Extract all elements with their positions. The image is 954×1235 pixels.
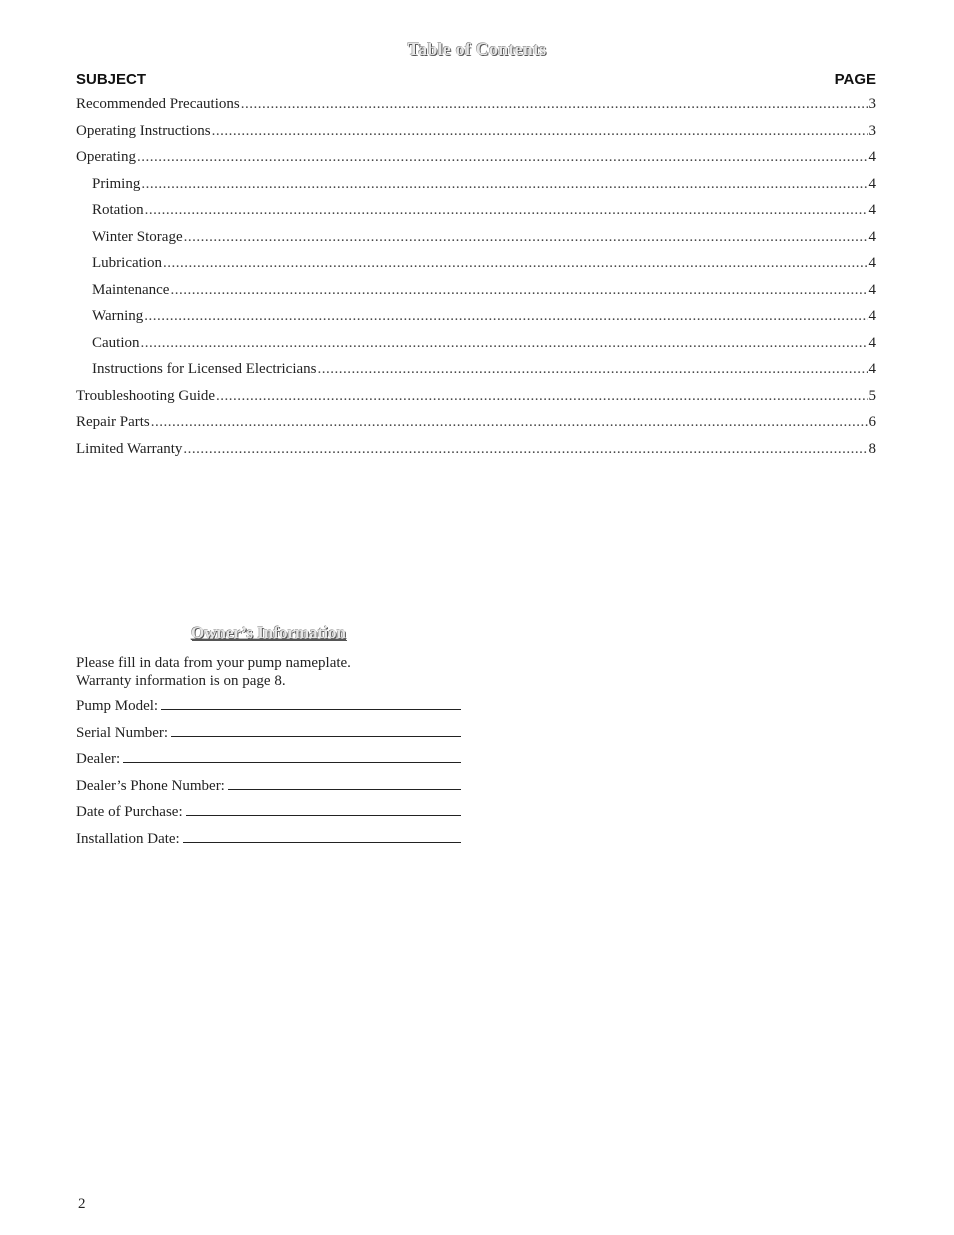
owner-field-label: Date of Purchase: bbox=[76, 804, 183, 820]
owner-field-row bbox=[76, 802, 461, 829]
toc-entry bbox=[76, 335, 876, 362]
toc-entry-label: Limited Warranty bbox=[76, 440, 183, 457]
toc-entry-page: 5 bbox=[868, 387, 876, 404]
owner-field-blank-line bbox=[186, 802, 461, 816]
toc-dot-leader bbox=[141, 335, 868, 352]
toc-entry-page: 4 bbox=[868, 255, 876, 271]
toc-header bbox=[76, 71, 876, 91]
toc-dot-leader bbox=[184, 229, 868, 246]
toc-entry-page: 4 bbox=[868, 308, 876, 324]
toc-dot-leader bbox=[151, 414, 868, 431]
owner-field-label: Serial Number: bbox=[76, 724, 169, 741]
toc-dot-leader bbox=[137, 149, 868, 166]
owner-field-label: Installation Date: bbox=[76, 830, 180, 847]
toc-entry-page: 4 bbox=[868, 281, 876, 298]
toc-entry bbox=[76, 176, 876, 203]
toc-entry-label: Priming bbox=[92, 175, 141, 192]
toc-title: Table of Contents bbox=[407, 39, 547, 59]
toc-entry-label: Caution bbox=[92, 334, 140, 351]
toc-entry-page: 4 bbox=[868, 334, 876, 351]
toc-entry-page: 4 bbox=[868, 175, 876, 192]
owner-field-label: Pump Model: bbox=[76, 698, 159, 714]
toc-entry-label: Troubleshooting Guide bbox=[76, 387, 216, 404]
toc-dot-leader bbox=[212, 123, 868, 140]
owner-field-row bbox=[76, 829, 461, 856]
toc-subject-header: SUBJECT bbox=[76, 71, 147, 88]
owner-info-title-text: Owner’s Information bbox=[190, 623, 347, 642]
toc-entry-page: 4 bbox=[868, 149, 876, 165]
toc-entry-label: Maintenance bbox=[92, 281, 170, 298]
toc-entry-label: Warning bbox=[92, 308, 144, 324]
toc-dot-leader bbox=[170, 282, 867, 299]
toc-dot-leader bbox=[144, 308, 867, 325]
toc-entry bbox=[76, 149, 876, 176]
toc-page-header: PAGE bbox=[834, 71, 876, 88]
toc-entry bbox=[76, 123, 876, 150]
toc-list bbox=[76, 96, 876, 467]
toc-dot-leader bbox=[216, 388, 867, 405]
owner-field-row bbox=[76, 723, 461, 750]
owner-intro-line-1: Please fill in data from your pump nameplate. bbox=[76, 655, 351, 671]
toc-entry-page: 4 bbox=[868, 361, 876, 377]
toc-entry bbox=[76, 255, 876, 282]
toc-entry bbox=[76, 308, 876, 335]
toc-entry-label: Recommended Precautions bbox=[76, 96, 240, 112]
owner-field-label: Dealer’s Phone Number: bbox=[76, 777, 225, 794]
toc-entry bbox=[76, 96, 876, 123]
owner-field-blank-line bbox=[183, 829, 461, 843]
owner-field-blank-line bbox=[171, 723, 461, 737]
owner-field-blank-line bbox=[161, 696, 461, 710]
toc-entry-label: Instructions for Licensed Electricians bbox=[92, 361, 317, 377]
owner-info-title bbox=[76, 623, 461, 643]
owner-field-blank-line bbox=[123, 749, 461, 763]
toc-dot-leader bbox=[318, 361, 868, 378]
toc-entry-label: Lubrication bbox=[92, 255, 162, 271]
toc-entry-page: 6 bbox=[868, 414, 876, 430]
toc-entry-label: Repair Parts bbox=[76, 414, 150, 430]
toc-dot-leader bbox=[141, 176, 867, 193]
owner-info-intro bbox=[76, 654, 351, 690]
owner-intro-line-2: Warranty information is on page 8. bbox=[76, 673, 286, 689]
toc-entry-page: 3 bbox=[868, 122, 876, 139]
toc-entry bbox=[76, 361, 876, 388]
owner-field-label: Dealer: bbox=[76, 751, 121, 767]
toc-entry bbox=[76, 282, 876, 309]
toc-dot-leader bbox=[145, 202, 868, 219]
owner-field-row bbox=[76, 696, 461, 723]
toc-entry-page: 4 bbox=[868, 202, 876, 218]
toc-entry bbox=[76, 229, 876, 256]
toc-dot-leader bbox=[241, 96, 868, 113]
toc-entry-page: 8 bbox=[868, 440, 876, 457]
toc-entry-label: Operating Instructions bbox=[76, 122, 211, 139]
toc-entry bbox=[76, 414, 876, 441]
toc-entry-label: Rotation bbox=[92, 202, 144, 218]
toc-entry bbox=[76, 202, 876, 229]
owner-field-row bbox=[76, 749, 461, 776]
owner-fields bbox=[76, 696, 461, 855]
toc-dot-leader bbox=[163, 255, 868, 272]
toc-entry-label: Operating bbox=[76, 149, 136, 165]
owner-field-blank-line bbox=[228, 776, 461, 790]
toc-entry-page: 3 bbox=[868, 96, 876, 112]
toc-dot-leader bbox=[183, 441, 867, 458]
toc-entry-page: 4 bbox=[868, 228, 876, 245]
owner-field-row bbox=[76, 776, 461, 803]
page-number: 2 bbox=[78, 1196, 86, 1212]
toc-entry bbox=[76, 388, 876, 415]
toc-entry-label: Winter Storage bbox=[92, 228, 183, 245]
toc-entry bbox=[76, 441, 876, 468]
